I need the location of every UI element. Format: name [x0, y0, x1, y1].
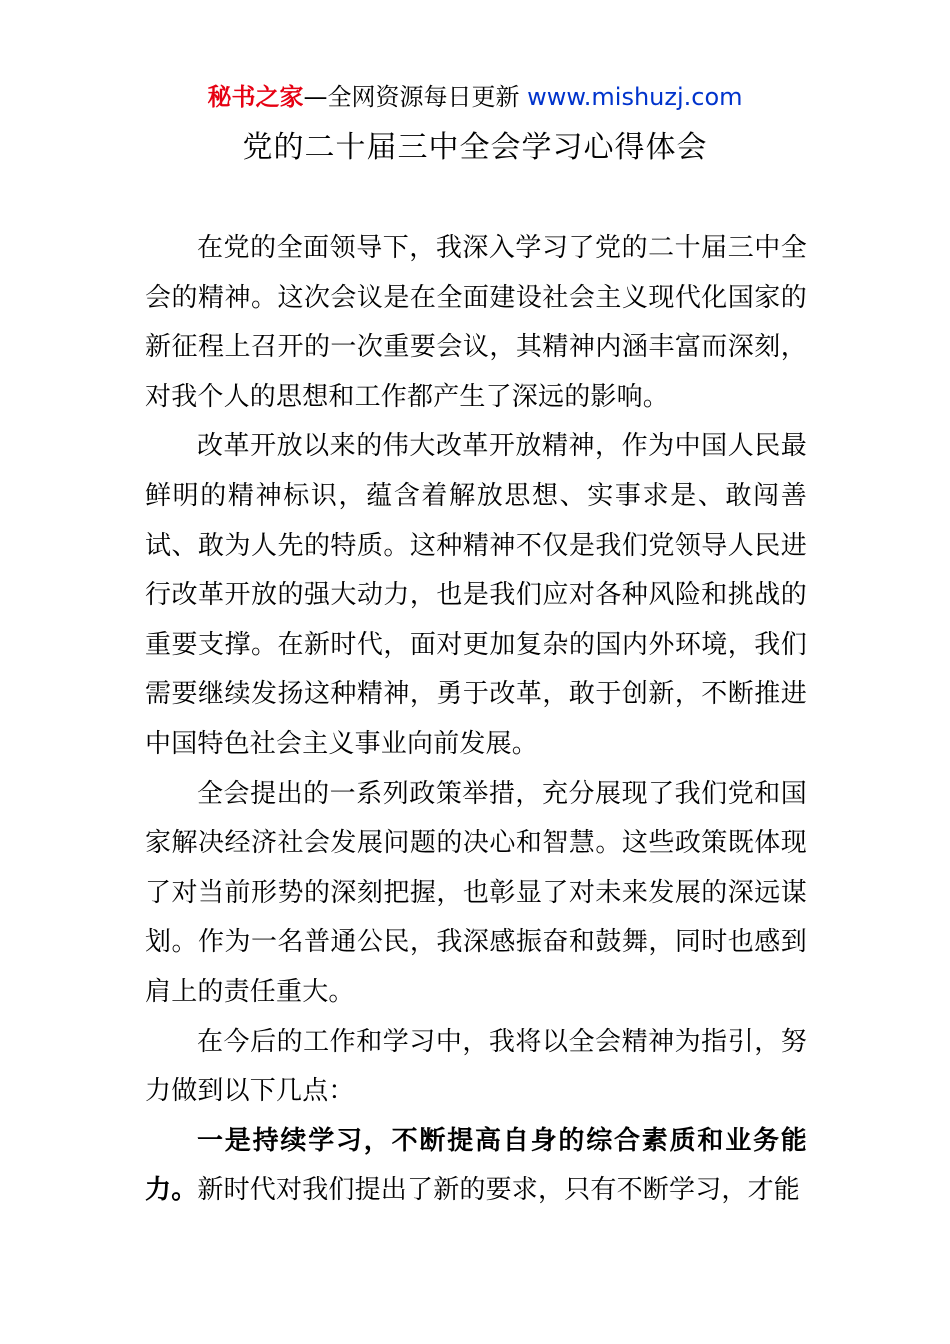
site-brand: 秘书之家 [207, 83, 304, 111]
site-tagline: —全网资源每日更新 [303, 83, 528, 111]
document-body [145, 224, 807, 1216]
document-title: 党的二十届三中全会学习心得体会 [242, 130, 708, 165]
point-1-heading: 一是持续学习，不断提高自身的综合素质和业务能力。 [145, 1125, 807, 1206]
site-url[interactable]: www.mishuzj.com [527, 83, 743, 111]
site-header [0, 80, 950, 114]
paragraph-3: 全会提出的一系列政策举措，充分展现了我们党和国家解决经济社会发展问题的决心和智慧。这些政策既体现了对当前形势的深刻把握，也彰显了对未来发展的深远谋划。作为一名普通公民，我深感振奋和鼓舞，同时也感到肩上的责任重大。 [145, 778, 807, 1007]
paragraph-5 [145, 1117, 807, 1216]
paragraph-2: 改革开放以来的伟大改革开放精神，作为中国人民最鲜明的精神标识，蕴含着解放思想、实事求是、敢闯善试、敢为人先的特质。这种精神不仅是我们党领导人民进行改革开放的强大动力，也是我们应对各种风险和挑战的重要支撑。在新时代，面对更加复杂的国内外环境，我们需要继续发扬这种精神，勇于改革，敢于创新，不断推进中国特色社会主义事业向前发展。 [145, 431, 807, 759]
paragraph-4: 在今后的工作和学习中，我将以全会精神为指引，努力做到以下几点： [145, 1026, 807, 1107]
paragraph-1: 在党的全面领导下，我深入学习了党的二十届三中全会的精神。这次会议是在全面建设社会主义现代化国家的新征程上召开的一次重要会议，其精神内涵丰富而深刻，对我个人的思想和工作都产生了深远的影响。 [145, 233, 807, 412]
point-1-text: 新时代对我们提出了新的要求，只有不断学习，才能 [197, 1175, 801, 1206]
